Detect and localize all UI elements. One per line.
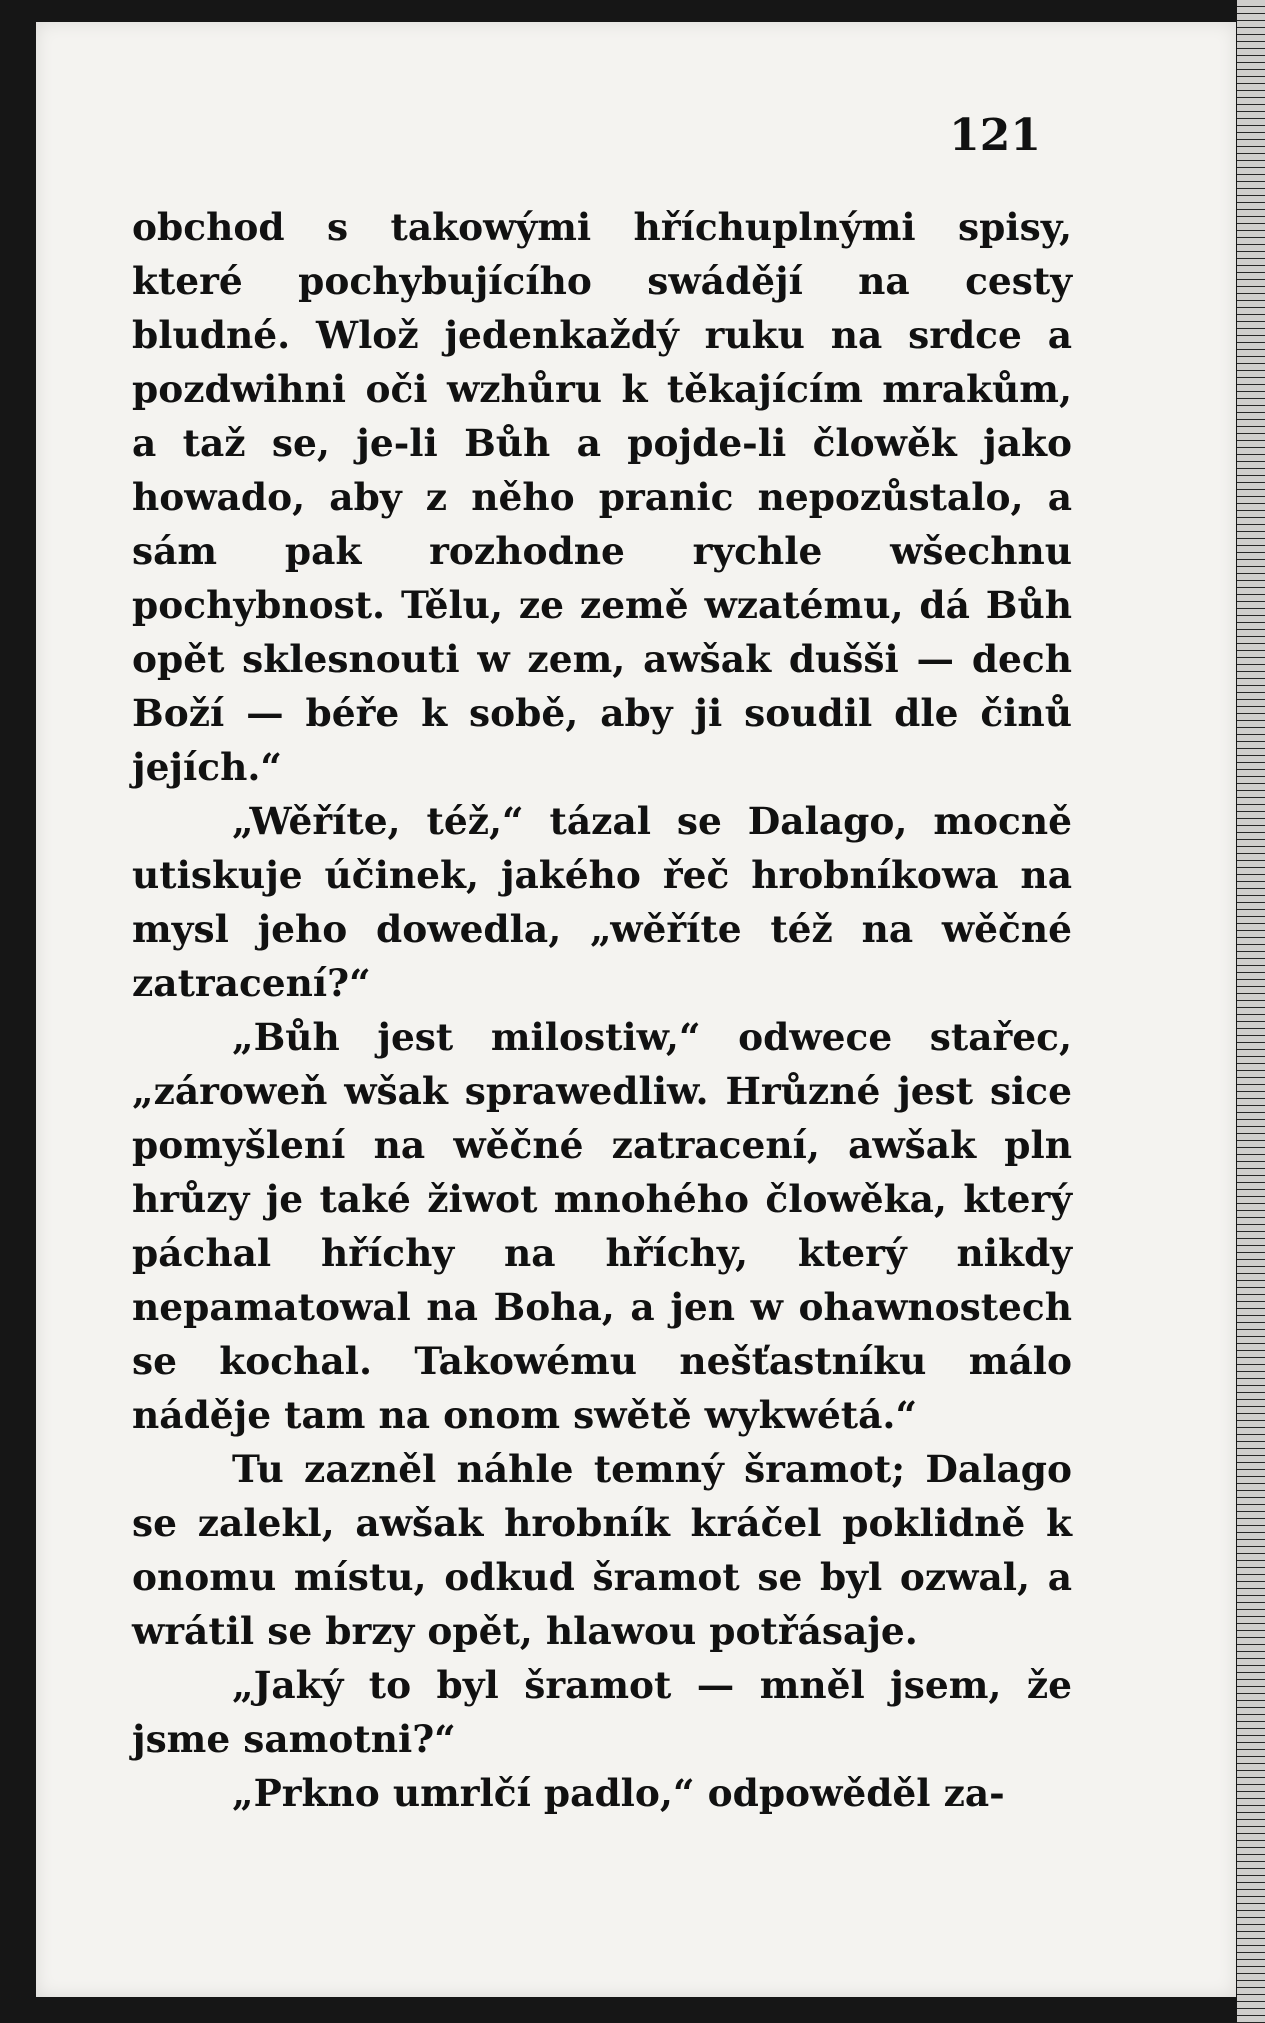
paragraph: „Prkno umrlčí padlo,“ odpowěděl za- bbox=[232, 1771, 1005, 1815]
book-page bbox=[36, 22, 1236, 1997]
paragraph: Tu zazněl náhle temný šramot; Dalago se zalekl, awšak hrobník kráčel poklidně k onomu místu, odkud šramot se byl ozwal, a wrátil se brzy opět, hlawou potřásaje. bbox=[132, 1447, 1072, 1653]
paragraph: „Jaký to byl šramot — mněl jsem, že jsme samotni?“ bbox=[132, 1663, 1072, 1761]
page-text bbox=[132, 200, 1072, 1820]
adjacent-page-edge bbox=[1237, 0, 1265, 2023]
paragraph-continued: obchod s takowými hříchuplnými spisy, které pochybujícího swádějí na cesty bludné. Wlož jedenkaždý ruku na srdce a pozdwihni oči wzhůru k těkajícím mrakům, a taž se, je-li Bůh a pojde-li člowěk jako howado, aby z něho pranic nepozůstalo, a sám pak rozhodne rychle wšechnu pochybnost. Tělu, ze země wzatému, dá Bůh opět sklesnouti w zem, awšak dušši — dech Boží — béře k sobě, aby ji soudil dle činů jejích.“ bbox=[132, 205, 1072, 789]
page-number: 121 bbox=[949, 110, 1041, 161]
paragraph: „Wěříte, též,“ tázal se Dalago, mocně utiskuje účinek, jakého řeč hrobníkowa na mysl jeho dowedla, „wěříte též na wěčné zatracení?“ bbox=[132, 799, 1072, 1005]
paragraph: „Bůh jest milostiw,“ odwece stařec, „zároweň wšak sprawedliw. Hrůzné jest sice pomyšlení na wěčné zatracení, awšak pln hrůzy je také žiwot mnohého člowěka, který páchal hříchy na hříchy, který nikdy nepamatowal na Boha, a jen w ohawnostech se kochal. Takowému nešťastníku málo náděje tam na onom swětě wykwétá.“ bbox=[132, 1015, 1072, 1437]
